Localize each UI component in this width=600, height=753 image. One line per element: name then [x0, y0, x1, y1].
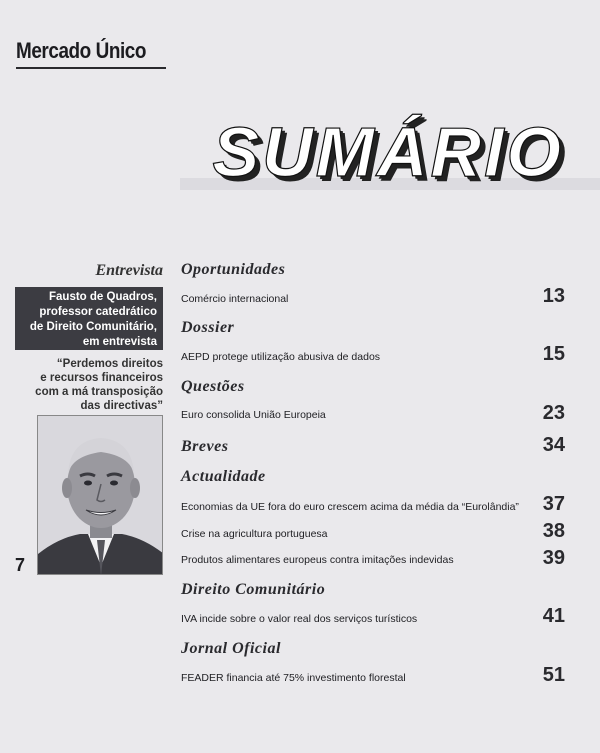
toc-entry-page: 39: [542, 547, 565, 569]
interview-quote: [15, 357, 163, 413]
toc-entry-page: 37: [542, 493, 565, 515]
page-title: SUMÁRIO: [212, 113, 564, 191]
toc-entry-page: 34: [542, 434, 565, 456]
interview-quote-line: “Perdemos direitos: [56, 358, 163, 370]
magazine-brand: Mercado Único: [16, 38, 147, 63]
table-of-contents: [181, 0, 571, 753]
toc-entry-title: Euro consolida União Europeia: [181, 409, 326, 421]
interview-page-number: 7: [15, 555, 26, 575]
interview-heading: Entrevista: [95, 262, 163, 279]
toc-entry-title: FEADER financia até 75% investimento florestal: [181, 672, 406, 684]
toc-entry-title: Comércio internacional: [181, 293, 289, 305]
toc-entry-title: IVA incide sobre o valor real dos serviços turísticos: [181, 613, 418, 625]
section-heading-direito-comunitario: Direito Comunitário: [181, 581, 326, 598]
interviewee-portrait: [37, 415, 163, 575]
section-heading-breves: Breves: [181, 438, 229, 455]
interview-subject-line: professor catedrático: [39, 306, 157, 318]
toc-entry-page: 38: [542, 520, 565, 542]
toc-entry-page: 15: [542, 343, 565, 365]
toc-entry-page: 41: [542, 605, 565, 627]
interview-subject-line: de Direito Comunitário,: [29, 321, 157, 333]
interview-subject-line: Fausto de Quadros,: [49, 291, 157, 303]
toc-entry-title: Economias da UE fora do euro crescem acima da média da “Eurolândia”: [181, 501, 519, 513]
interview-quote-line: e recursos financeiros: [40, 372, 163, 384]
interview-subject-line: em entrevista: [82, 336, 157, 348]
toc-entry-title: Crise na agricultura portuguesa: [181, 528, 328, 540]
section-heading-oportunidades: Oportunidades: [181, 261, 286, 278]
interview-quote-line: com a má transposição: [35, 386, 163, 398]
interview-subject-box: [15, 287, 163, 350]
section-heading-jornal-oficial: Jornal Oficial: [181, 640, 281, 657]
section-heading-dossier: Dossier: [181, 319, 235, 336]
toc-entry-title: AEPD protege utilização abusiva de dados: [181, 351, 381, 363]
interview-quote-line: das directivas”: [80, 400, 163, 412]
toc-entry-title: Produtos alimentares europeus contra imitações indevidas: [181, 554, 454, 566]
toc-entry-page: 51: [542, 664, 565, 686]
section-heading-questoes: Questões: [181, 378, 245, 395]
section-heading-actualidade: Actualidade: [181, 468, 266, 485]
brand-underline: [16, 67, 166, 69]
toc-entry-page: 13: [542, 285, 565, 307]
toc-entry-page: 23: [542, 402, 565, 424]
portrait-illustration: [38, 416, 163, 575]
